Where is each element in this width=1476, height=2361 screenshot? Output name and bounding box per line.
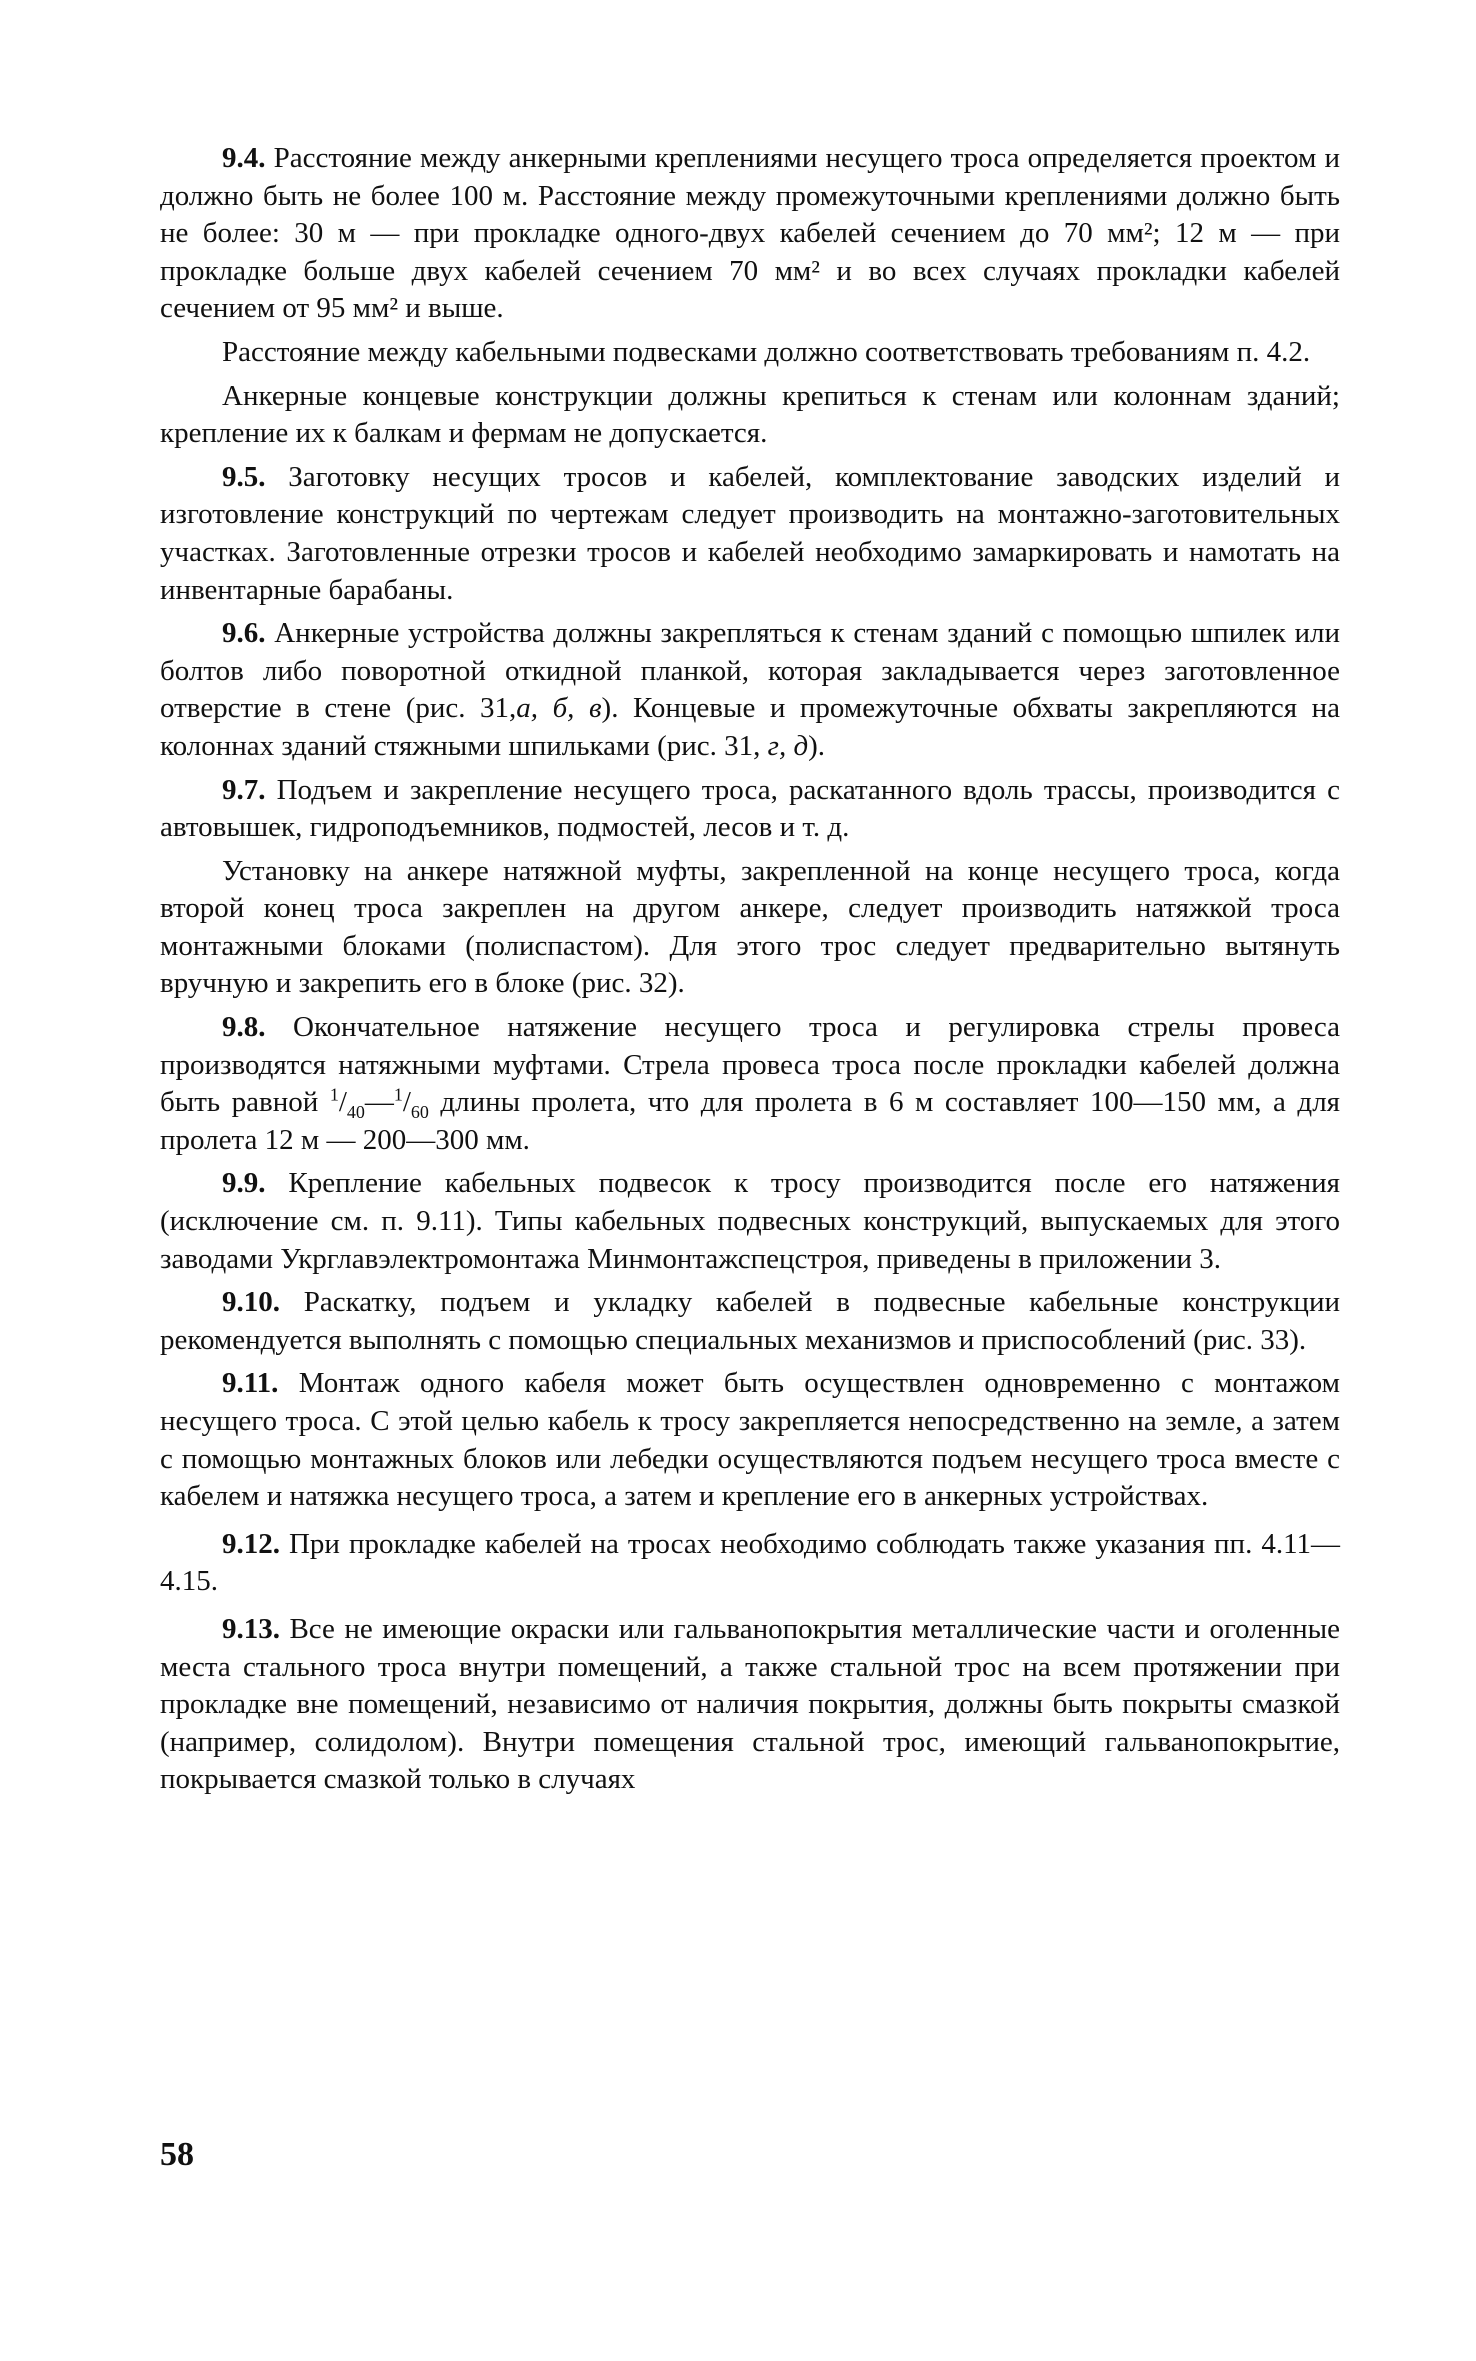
paragraph-text: Монтаж одного кабеля может быть осуществлен одновременно с монтажом несущего троса. С этой целью кабель к тросу закрепляется непосредственно на земле, а затем с помощью монтажных блоков или лебедки осуществляются подъем несущего троса вместе с кабелем и натяжка несущего троса, а затем и крепление его в анкерных устройствах. (160, 1367, 1340, 1513)
section-number: 9.12. (222, 1527, 280, 1560)
page-number: 58 (160, 2136, 194, 2173)
paragraph-text: Расстояние между кабельными подвесками должно соответствовать требованиям п. 4.2. (222, 335, 1311, 368)
paragraph-text: При прокладке кабелей на тросах необходимо соблюдать также указания пп. 4.11—4.15. (160, 1527, 1340, 1598)
paragraph-9-4-c (160, 378, 1340, 453)
section-number: 9.13. (222, 1612, 280, 1645)
fraction-numerator: 1 (393, 1084, 403, 1105)
paragraph-9-8: 9.8. Окончательное натяжение несущего троса и регулировка стрелы провеса производятся натяжными муфтами. Стрела провеса троса после прокладки кабелей должна быть равной $^1/_{40}—^1/_{60}$ длины пролета, что для пролета в 6 м составляет 100—150 мм, а для пролета 12 м — 200—300 мм. (160, 1011, 1340, 1156)
paragraph-text: длины пролета, что для пролета в 6 м составляет 100—150 мм, а для пролета 12 м — 200—300 мм. (160, 1086, 1340, 1156)
paragraph-9-6 (160, 615, 1340, 765)
paragraph-9-5 (160, 459, 1340, 609)
paragraph-text: Установку на анкере натяжной муфты, закрепленной на конце несущего троса, когда второй конец троса закреплен на другом анкере, следует производить натяжкой троса монтажными блоками (полиспастом). Для этого трос следует предварительно вытянуть вручную и закрепить его в блоке (рис. 32). (160, 854, 1340, 1000)
paragraph-text: ). Концевые и промежуточные обхваты закрепляются на колоннах зданий стяжными шпильками (рис. 31, (160, 692, 1340, 762)
paragraph-text: Заготовку несущих тросов и кабелей, комплектование заводских изделий и изготовление конструкций по чертежам следует производить на монтажно-заготовительных участках. Заготовленные отрезки тросов и кабелей необходимо замаркировать и намотать на инвентарные барабаны. (160, 460, 1340, 606)
paragraph-9-12 (160, 1526, 1340, 1601)
section-number: 9.4. (222, 142, 266, 174)
paragraph-9-4 (160, 140, 1340, 328)
paragraph-9-11 (160, 1365, 1340, 1515)
fraction-numerator: 1 (329, 1084, 339, 1105)
section-number: 9.8. (222, 1011, 266, 1044)
paragraph-text: Окончательное натяжение несущего троса и регулировка стрелы провеса производятся натяжными муфтами. Стрела провеса троса после прокладки кабелей должна быть равной (160, 1011, 1340, 1119)
paragraph-9-4-b (160, 334, 1340, 372)
paragraph-text: ). (808, 729, 826, 762)
paragraph-text: Анкерные устройства должны закрепляться к стенам зданий с помощью шпилек или болтов либо поворотной откидной планкой, которая закладывается через заготовленное отверстие в стене (рис. 31, (160, 617, 1340, 725)
page-body (160, 140, 1340, 1805)
fraction-dash: — (364, 1086, 394, 1119)
section-number: 9.9. (222, 1167, 266, 1200)
figure-ref-italic: г, д (760, 729, 809, 762)
figure-ref-italic: а, б, в (516, 692, 602, 725)
section-number: 9.7. (222, 773, 266, 806)
section-number: 9.6. (222, 617, 266, 650)
section-number: 9.5. (222, 460, 266, 493)
paragraph-9-9 (160, 1165, 1340, 1278)
fraction-denominator: 60 (410, 1102, 429, 1123)
paragraph-9-7-b (160, 853, 1340, 1003)
section-number: 9.11. (222, 1367, 279, 1400)
paragraph-9-10 (160, 1284, 1340, 1359)
paragraph-text: Все не имеющие окраски или гальванопокрытия металлические части и оголенные места стального троса внутри помещений, а также стальной трос на всем протяжении при прокладке вне помещений, независимо от наличия покрытия, должны быть покрыты смазкой (например, солидолом). Внутри помещения стальной трос, имеющий гальванопокрытие, покрывается смазкой только в случаях (160, 1612, 1340, 1796)
paragraph-text: Подъем и закрепление несущего троса, раскатанного вдоль трассы, производится с автовышек, гидроподъемников, подмостей, лесов и т. д. (160, 773, 1340, 844)
paragraph-text: Крепление кабельных подвесок к тросу производится после его натяжения (исключение см. п. 9.11). Типы кабельных подвесных конструкций, выпускаемых для этого заводами Укрглавэлектромонтажа Минмонтажспецстроя, приведены в приложении 3. (160, 1167, 1340, 1275)
paragraph-text: Анкерные концевые конструкции должны крепиться к стенам или колоннам зданий; крепление их к балкам и фермам не допускается. (160, 379, 1340, 450)
paragraph-9-7 (160, 772, 1340, 847)
section-number: 9.10. (222, 1286, 280, 1319)
paragraph-text: Расстояние между анкерными креплениями несущего троса определяется проектом и должно быть не более 100 м. Расстояние между промежуточными креплениями должно быть не более: 30 м — при прокладке одного-двух кабелей сечением до 70 мм²; 12 м — при прокладке больше двух кабелей сечением 70 мм² и во всех случаях прокладки кабелей сечением от 95 мм² и выше. (160, 142, 1340, 325)
paragraph-9-13 (160, 1611, 1340, 1799)
paragraph-text: Раскатку, подъем и укладку кабелей в подвесные кабельные конструкции рекомендуется выполнять с помощью специальных механизмов и приспособлений (рис. 33). (160, 1286, 1340, 1356)
fraction-denominator: 40 (346, 1102, 365, 1123)
